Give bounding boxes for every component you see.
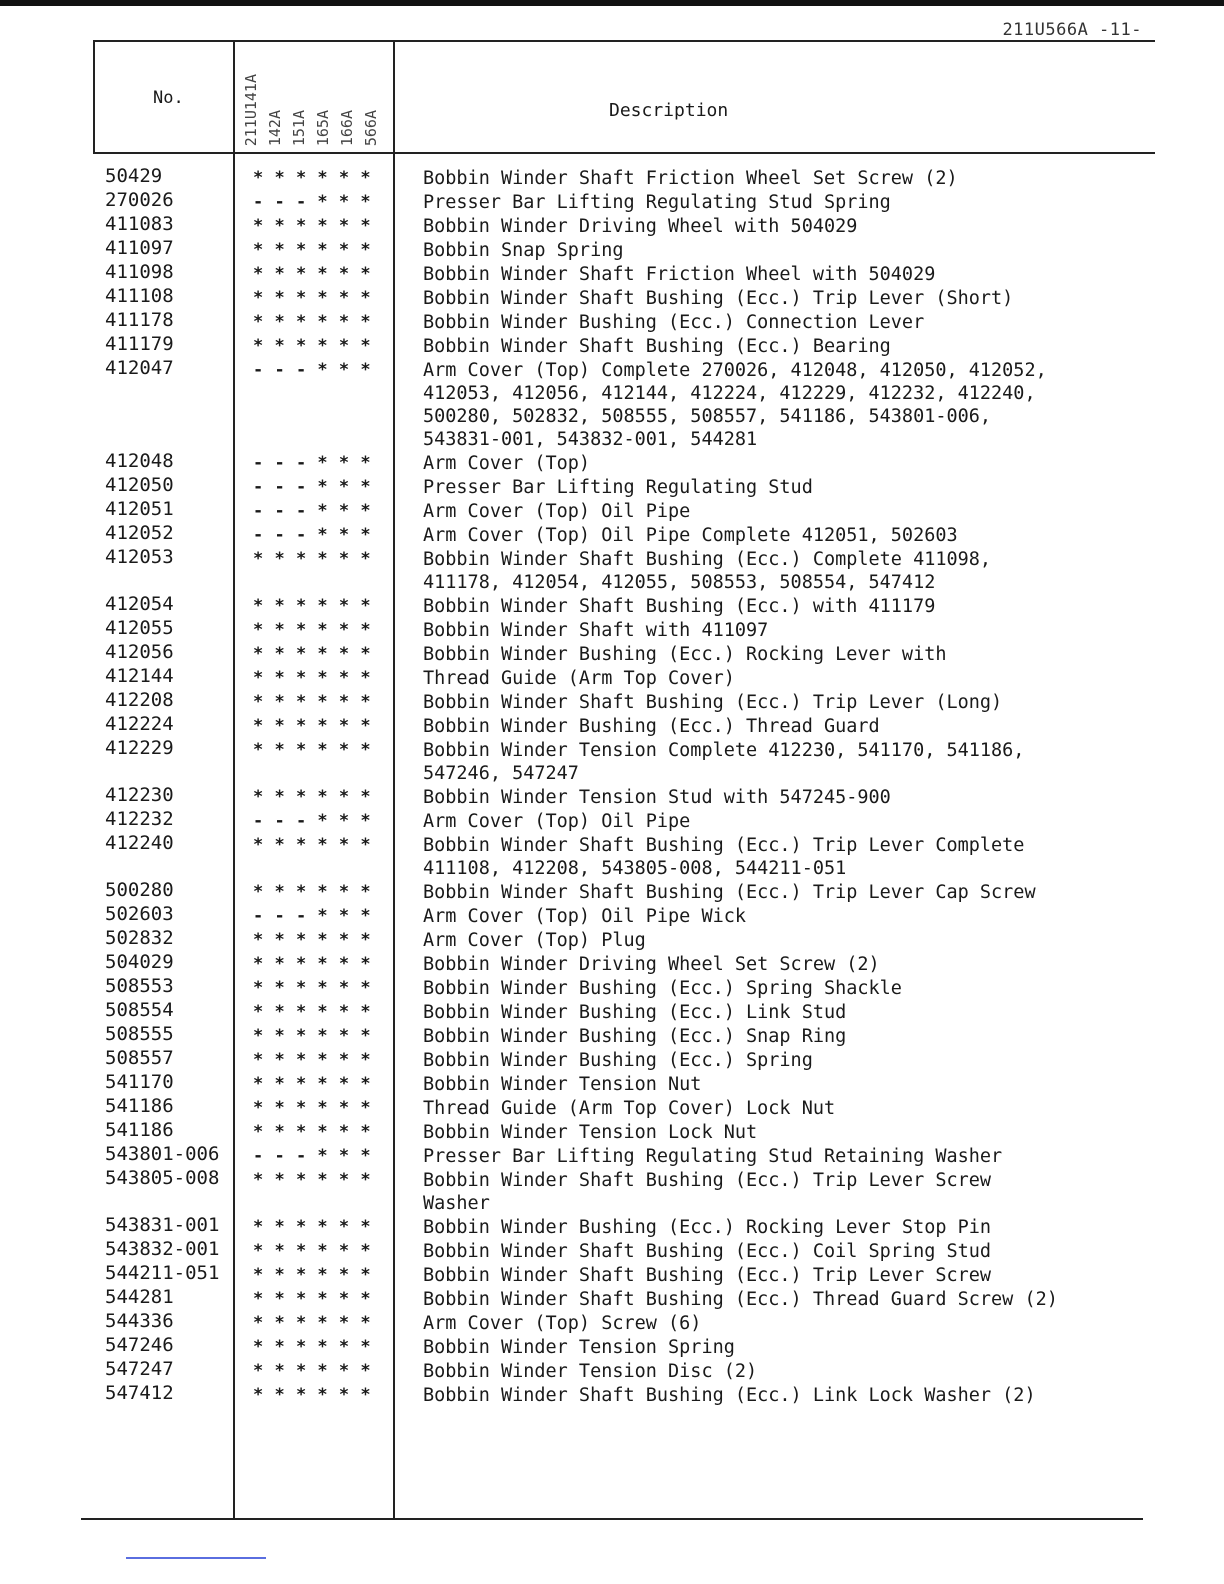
part-number: 504029 [105,951,174,973]
model-marks: * * * * * * [253,1002,372,1022]
part-number: 412048 [105,450,174,472]
table-row [93,165,1155,189]
part-number: 508555 [105,1023,174,1045]
model-marks: * * * * * * [253,668,372,688]
part-number: 500280 [105,879,174,901]
part-description: Bobbin Winder Shaft Bushing (Ecc.) Trip Lever Complete 411108, 412208, 543805-008, 544211-051 [423,835,1025,879]
model-header: 566A [362,109,380,146]
table-row [93,927,1155,951]
model-marks: - - - * * * [253,1146,372,1166]
table-row [93,737,1155,784]
part-number: 547412 [105,1382,174,1404]
table-row [93,1023,1155,1047]
part-number: 412053 [105,546,174,568]
part-description: Bobbin Winder Shaft Bushing (Ecc.) Trip Lever Cap Screw [423,882,1036,903]
footer-rule [126,1557,266,1559]
part-number: 543805-008 [105,1167,220,1189]
part-number: 541186 [105,1095,174,1117]
table-row [93,474,1155,498]
part-description: Bobbin Winder Shaft with 411097 [423,620,769,641]
table-row [93,784,1155,808]
table-row [93,1382,1155,1406]
table-row [93,903,1155,927]
table-row [93,309,1155,333]
model-header: 166A [338,109,356,146]
part-description: Bobbin Winder Bushing (Ecc.) Link Stud [423,1002,847,1023]
part-number: 541186 [105,1119,174,1141]
part-number: 412224 [105,713,174,735]
part-number: 544211-051 [105,1262,220,1284]
part-description: Bobbin Winder Shaft Bushing (Ecc.) Trip Lever Screw [423,1265,992,1286]
part-number: 547247 [105,1358,174,1380]
part-number: 412050 [105,474,174,496]
model-marks: - - - * * * [253,906,372,926]
model-marks: * * * * * * [253,787,372,807]
part-number: 541170 [105,1071,174,1093]
table-row [93,261,1155,285]
part-description: Bobbin Winder Tension Stud with 547245-900 [423,787,891,808]
part-number: 543801-006 [105,1143,220,1165]
model-marks: * * * * * * [253,692,372,712]
top-rule [0,0,1224,6]
part-description: Bobbin Winder Driving Wheel with 504029 [423,216,858,237]
table-row [93,450,1155,474]
part-description: Thread Guide (Arm Top Cover) [423,668,735,689]
model-marks: * * * * * * [253,288,372,308]
part-description: Bobbin Winder Shaft Friction Wheel Set Screw (2) [423,168,958,189]
part-description: Arm Cover (Top) Oil Pipe [423,811,691,832]
model-marks: * * * * * * [253,216,372,236]
part-description: Bobbin Winder Tension Complete 412230, 541170, 541186, 547246, 547247 [423,740,1025,784]
table-row [93,1286,1155,1310]
part-number: 412230 [105,784,174,806]
model-marks: * * * * * * [253,1313,372,1333]
table-row [93,713,1155,737]
model-marks: * * * * * * [253,620,372,640]
part-number: 502832 [105,927,174,949]
header-no: No. [153,88,184,108]
model-marks: * * * * * * [253,835,372,855]
model-marks: * * * * * * [253,596,372,616]
table-row [93,689,1155,713]
part-description: Thread Guide (Arm Top Cover) Lock Nut [423,1098,836,1119]
table-row [93,641,1155,665]
part-description: Bobbin Winder Shaft Bushing (Ecc.) Thread Guard Screw (2) [423,1289,1058,1310]
table-row [93,832,1155,879]
model-marks: * * * * * * [253,168,372,188]
part-number: 543831-001 [105,1214,220,1236]
model-marks: - - - * * * [253,811,372,831]
part-number: 411108 [105,285,174,307]
part-description: Bobbin Winder Shaft Bushing (Ecc.) Complete 411098, 411178, 412054, 412055, 508553, 508554, 547412 [423,549,992,593]
table-row [93,1119,1155,1143]
part-description: Arm Cover (Top) Screw (6) [423,1313,702,1334]
model-marks: * * * * * * [253,240,372,260]
part-description: Presser Bar Lifting Regulating Stud [423,477,813,498]
part-number: 412240 [105,832,174,854]
part-number: 508554 [105,999,174,1021]
table-row [93,498,1155,522]
part-description: Bobbin Winder Tension Disc (2) [423,1361,758,1382]
header-description: Description [609,100,729,121]
part-description: Bobbin Winder Shaft Bushing (Ecc.) Link Lock Washer (2) [423,1385,1036,1406]
model-marks: * * * * * * [253,882,372,902]
table-row [93,1167,1155,1214]
part-description: Bobbin Winder Tension Spring [423,1337,735,1358]
part-number: 412229 [105,737,174,759]
table-row [93,999,1155,1023]
part-description: Bobbin Winder Tension Lock Nut [423,1122,758,1143]
part-number: 412232 [105,808,174,830]
model-header: 165A [314,109,332,146]
model-marks: * * * * * * [253,1050,372,1070]
part-description: Bobbin Winder Tension Nut [423,1074,702,1095]
part-number: 411097 [105,237,174,259]
part-description: Bobbin Snap Spring [423,240,624,261]
table-row [93,1358,1155,1382]
table-row [93,975,1155,999]
part-number: 547246 [105,1334,174,1356]
part-number: 411083 [105,213,174,235]
table-row [93,593,1155,617]
part-number: 544281 [105,1286,174,1308]
part-description: Arm Cover (Top) Oil Pipe Complete 412051, 502603 [423,525,958,546]
model-marks: * * * * * * [253,954,372,974]
table-body [93,165,1155,1406]
part-description: Bobbin Winder Bushing (Ecc.) Thread Guard [423,716,880,737]
model-marks: * * * * * * [253,1265,372,1285]
part-description: Bobbin Winder Bushing (Ecc.) Connection Lever [423,312,925,333]
part-description: Arm Cover (Top) Oil Pipe Wick [423,906,747,927]
part-description: Bobbin Winder Bushing (Ecc.) Rocking Lever with [423,644,947,665]
model-marks: * * * * * * [253,549,372,569]
left-header-rule [93,40,95,152]
table-row [93,1214,1155,1238]
part-description: Bobbin Winder Shaft Bushing (Ecc.) Trip Lever Screw Washer [423,1170,992,1214]
part-description: Bobbin Winder Driving Wheel Set Screw (2) [423,954,880,975]
table-row [93,522,1155,546]
part-number: 412055 [105,617,174,639]
part-number: 508557 [105,1047,174,1069]
model-header: 211U141A [242,73,260,146]
part-description: Bobbin Winder Shaft Bushing (Ecc.) Trip Lever (Short) [423,288,1014,309]
part-description: Bobbin Winder Bushing (Ecc.) Spring [423,1050,813,1071]
part-number: 508553 [105,975,174,997]
part-number: 543832-001 [105,1238,220,1260]
model-marks: * * * * * * [253,1074,372,1094]
model-marks: - - - * * * [253,360,372,380]
part-description: Arm Cover (Top) [423,453,591,474]
model-headers [236,44,392,148]
model-marks: * * * * * * [253,1289,372,1309]
table-row [93,1047,1155,1071]
header-top-rule [93,40,1155,42]
header-bottom-rule [93,152,1155,154]
model-header: 142A [266,109,284,146]
model-marks: * * * * * * [253,336,372,356]
table-row [93,1334,1155,1358]
part-description: Bobbin Winder Bushing (Ecc.) Spring Shackle [423,978,902,999]
table-row [93,617,1155,641]
part-description: Bobbin Winder Shaft Bushing (Ecc.) Trip Lever (Long) [423,692,1003,713]
model-marks: * * * * * * [253,1170,372,1190]
model-marks: * * * * * * [253,1241,372,1261]
table-row [93,189,1155,213]
table-row [93,1262,1155,1286]
part-number: 544336 [105,1310,174,1332]
model-marks: - - - * * * [253,525,372,545]
parts-table [93,40,1155,1520]
part-description: Bobbin Winder Shaft Bushing (Ecc.) with 411179 [423,596,936,617]
part-number: 412052 [105,522,174,544]
part-description: Arm Cover (Top) Complete 270026, 412048, 412050, 412052, 412053, 412056, 412144, 412224, 412229, 412232, 412240, 500280, 502832, 508555, 508557, 541186, 543801-006, 543831-001, 543832-001, 544281 [423,360,1047,450]
model-marks: * * * * * * [253,716,372,736]
part-number: 412056 [105,641,174,663]
part-number: 412208 [105,689,174,711]
part-number: 502603 [105,903,174,925]
part-description: Arm Cover (Top) Oil Pipe [423,501,691,522]
part-description: Presser Bar Lifting Regulating Stud Retaining Washer [423,1146,1003,1167]
part-number: 50429 [105,165,163,187]
model-marks: * * * * * * [253,978,372,998]
model-marks: * * * * * * [253,1098,372,1118]
model-marks: - - - * * * [253,501,372,521]
model-marks: * * * * * * [253,264,372,284]
table-row [93,285,1155,309]
part-description: Bobbin Winder Shaft Friction Wheel with 504029 [423,264,936,285]
part-number: 411179 [105,333,174,355]
part-description: Bobbin Winder Shaft Bushing (Ecc.) Bearing [423,336,891,357]
part-number: 411178 [105,309,174,331]
part-number: 270026 [105,189,174,211]
table-row [93,546,1155,593]
model-marks: * * * * * * [253,312,372,332]
bottom-rule [81,1518,1143,1520]
table-row [93,808,1155,832]
table-row [93,665,1155,689]
part-description: Bobbin Winder Bushing (Ecc.) Rocking Lever Stop Pin [423,1217,992,1238]
part-description: Arm Cover (Top) Plug [423,930,646,951]
model-marks: - - - * * * [253,477,372,497]
model-marks: * * * * * * [253,644,372,664]
part-number: 412144 [105,665,174,687]
part-description: Presser Bar Lifting Regulating Stud Spring [423,192,891,213]
part-number: 411098 [105,261,174,283]
model-marks: - - - * * * [253,192,372,212]
model-marks: * * * * * * [253,740,372,760]
model-marks: * * * * * * [253,1385,372,1405]
table-row [93,1095,1155,1119]
part-number: 412047 [105,357,174,379]
table-row [93,951,1155,975]
table-row [93,213,1155,237]
model-marks: * * * * * * [253,1026,372,1046]
table-row [93,1238,1155,1262]
part-description: Bobbin Winder Bushing (Ecc.) Snap Ring [423,1026,847,1047]
model-marks: * * * * * * [253,930,372,950]
table-row [93,1143,1155,1167]
model-marks: * * * * * * [253,1361,372,1381]
table-row [93,333,1155,357]
part-description: Bobbin Winder Shaft Bushing (Ecc.) Coil Spring Stud [423,1241,992,1262]
page-identifier: 211U566A -11- [1002,20,1142,40]
part-number: 412051 [105,498,174,520]
model-marks: * * * * * * [253,1217,372,1237]
table-row [93,357,1155,450]
model-marks: - - - * * * [253,453,372,473]
model-header: 151A [290,109,308,146]
table-row [93,879,1155,903]
table-row [93,237,1155,261]
part-number: 412054 [105,593,174,615]
model-marks: * * * * * * [253,1337,372,1357]
table-row [93,1071,1155,1095]
table-row [93,1310,1155,1334]
model-marks: * * * * * * [253,1122,372,1142]
